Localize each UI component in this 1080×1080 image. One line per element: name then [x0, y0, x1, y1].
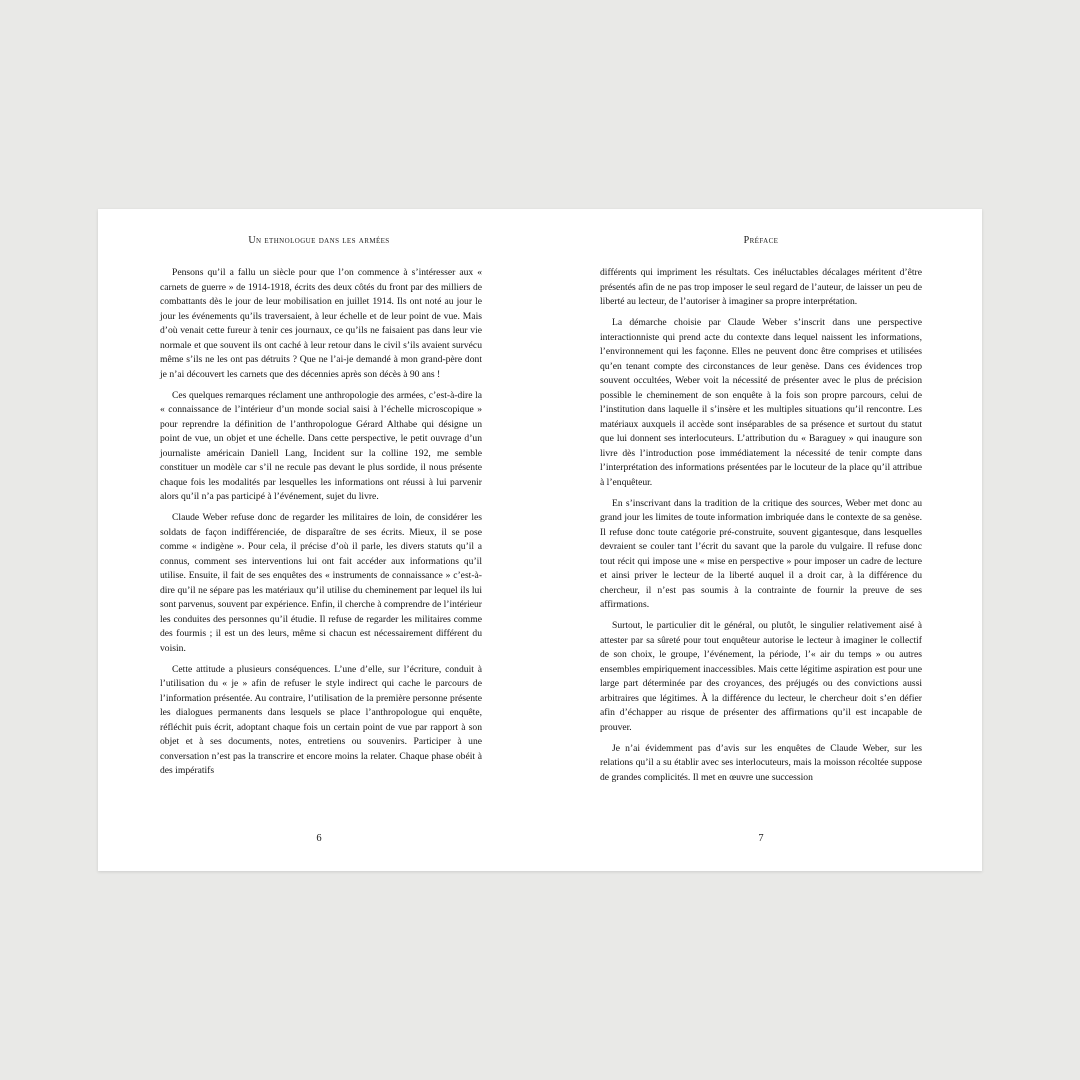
left-page-body [160, 266, 482, 785]
running-head-right: Préface [743, 235, 779, 246]
paragraph: Surtout, le particulier dit le général, ou plutôt, le singulier relativement aisé à attester par sa sûreté pour tout enquêteur autorise le lecteur à imaginer le collectif de son choix, le groupe, l’événement, la période, l’« air du temps » ou autres ensembles empiriquement inaccessibles. Mais cette légitime aspiration est pour une large part déterminée par des croyances, des préjugés ou des convictions aussi arbitraires que légitimes. À la différence du lecteur, le chercheur doit s’en défier afin d’échapper au risque de présenter des affirmations qu’il est incapable de prouver. [600, 620, 922, 733]
paragraph: Je n’ai évidemment pas d’avis sur les enquêtes de Claude Weber, sur les relations qu’il a su établir avec ses interlocuteurs, mais la moisson récoltée suppose de grandes complicités. Il met en œuvre une succession [600, 742, 922, 783]
paragraph: Pensons qu’il a fallu un siècle pour que l’on commence à s’intéresser aux « carnets de guerre » de 1914-1918, écrits des deux côtés du front par des milliers de combattants dès le jour de leur mobilisation en juillet 1914. Ils ont noté au jour le jour les événements qu’ils traversaient, à leur échelle et de leur point de vue. Mais d’où venait cette fureur à tenir ces journaux, ce qu’ils ne faisaient pas dans leur vie normale et que souvent ils ont caché à leur retour dans le civil s’ils avaient survécu même s’ils ne les ont pas détruits ? Que ne l’ai-je demandé à mon grand-père dont je n’ai découvert les carnets que des décennies après son décès à 90 ans ! [160, 267, 482, 380]
paragraph: Cette attitude a plusieurs conséquences. L’une d’elle, sur l’écriture, conduit à l’utilisation du « je » afin de refuser le style indirect qui cache le parcours de l’information présentée. Au contraire, l’utilisation de la première personne présente les dialogues permanents dans lesquels se place l’anthropologue qui enquête, réfléchit puis écrit, adoptant chaque fois un certain point de vue par rapport à son objet et à ses documents, notes, entretiens ou souvenirs. Participer à une conversation n’est pas la transcrire et encore moins la relater. Chaque phase obéit à des impératifs [160, 663, 482, 776]
paragraph: Ces quelques remarques réclament une anthropologie des armées, c’est-à-dire la « connaissance de l’intérieur d’un monde social saisi à l’échelle microscopique » pour reprendre la définition de l’anthropologue Gérard Althabe qui désigne un point de vue, un objet et une échelle. Dans cette perspective, le petit ouvrage d’un journaliste américain Daniell Lang, Incident sur la colline 192, me semble constituer un modèle car s’il ne recule pas devant le plus sordide, il nous présente chaque fois les modalités par lesquelles les informations ont réussi à lui parvenir alors qu’il n’a pas participé à l’événement, sujet du livre. [160, 389, 482, 502]
paragraph: Claude Weber refuse donc de regarder les militaires de loin, de considérer les soldats de façon indifférenciée, de disparaître de ses écrits. Mieux, il se pose comme « indigène ». Pour cela, il précise d’où il parle, les divers statuts qu’il a connus, comment ses interventions lui ont fait accéder aux informations qu’il utilise. Ensuite, il fait de ses enquêtes des « instruments de connaissance » c’est-à-dire qu’il ne sépare pas les matériaux qu’il utilise du cheminement par lequel ils lui sont parvenus, souvent par expérience. Enfin, il cherche à comprendre de l’intérieur les conduites des personnes qu’il étudie. Il refuse de regarder les militaires comme des fourmis ; il est un des leurs, même si chacun est nécessairement différent du voisin. [160, 512, 482, 654]
paragraph: En s’inscrivant dans la tradition de la critique des sources, Weber met donc au grand jour les limites de toute information imbriquée dans le contexte de sa genèse. Il refuse donc toute catégorie pré-construite, souvent gigantesque, dans lesquelles devraient se couler tant l’écrit du savant que la parole du vulgaire. Il refuse donc tout récit qui impose une « mise en perspective » pour imposer un cadre de lecture et ainsi priver le lecteur de la liberté auquel il a droit car, à la différence du chercheur, il n’est pas soumis à la contrainte de fournir la preuve de ses affirmations. [600, 497, 922, 610]
paragraph: La démarche choisie par Claude Weber s’inscrit dans une perspective interactionniste qui prend acte du contexte dans lequel naissent les informations, l’environnement qui les façonne. Elles ne peuvent donc être comprises et utilisées qu’en tenant compte des circonstances de leur genèse. Dans ces évidences trop souvent occultées, Weber voit la nécessité de présenter avec le plus de précision possible le cheminement de son enquête à la fois son propre parcours, celui de l’institution dans laquelle il s’insère et les multiples situations qu’il rencontre. Les matériaux auxquels il accède sont inséparables de sa présence et surtout du statut que lui donnent ses interlocuteurs. L’attribution du « Baraguey » qui inaugure son livre dès l’introduction pose immédiatement la nécessité de tenir compte dans l’interprétation des informations présentées par le locuteur de la place qu’il attribue à l’enquêteur. [600, 317, 922, 488]
page-number-left: 6 [316, 833, 322, 844]
paragraph: différents qui impriment les résultats. Ces inéluctables décalages méritent d’être présentés afin de ne pas trop imposer le seul regard de l’auteur, de laisser un peu de liberté au lecteur, de l’autoriser à imaginer sa propre interprétation. [600, 267, 922, 307]
book-spread [98, 209, 982, 871]
right-page-body [600, 266, 922, 792]
page-number-right: 7 [758, 833, 764, 844]
right-page [540, 209, 982, 871]
left-page [98, 209, 540, 871]
running-head-left: Un ethnologue dans les armées [248, 235, 390, 246]
